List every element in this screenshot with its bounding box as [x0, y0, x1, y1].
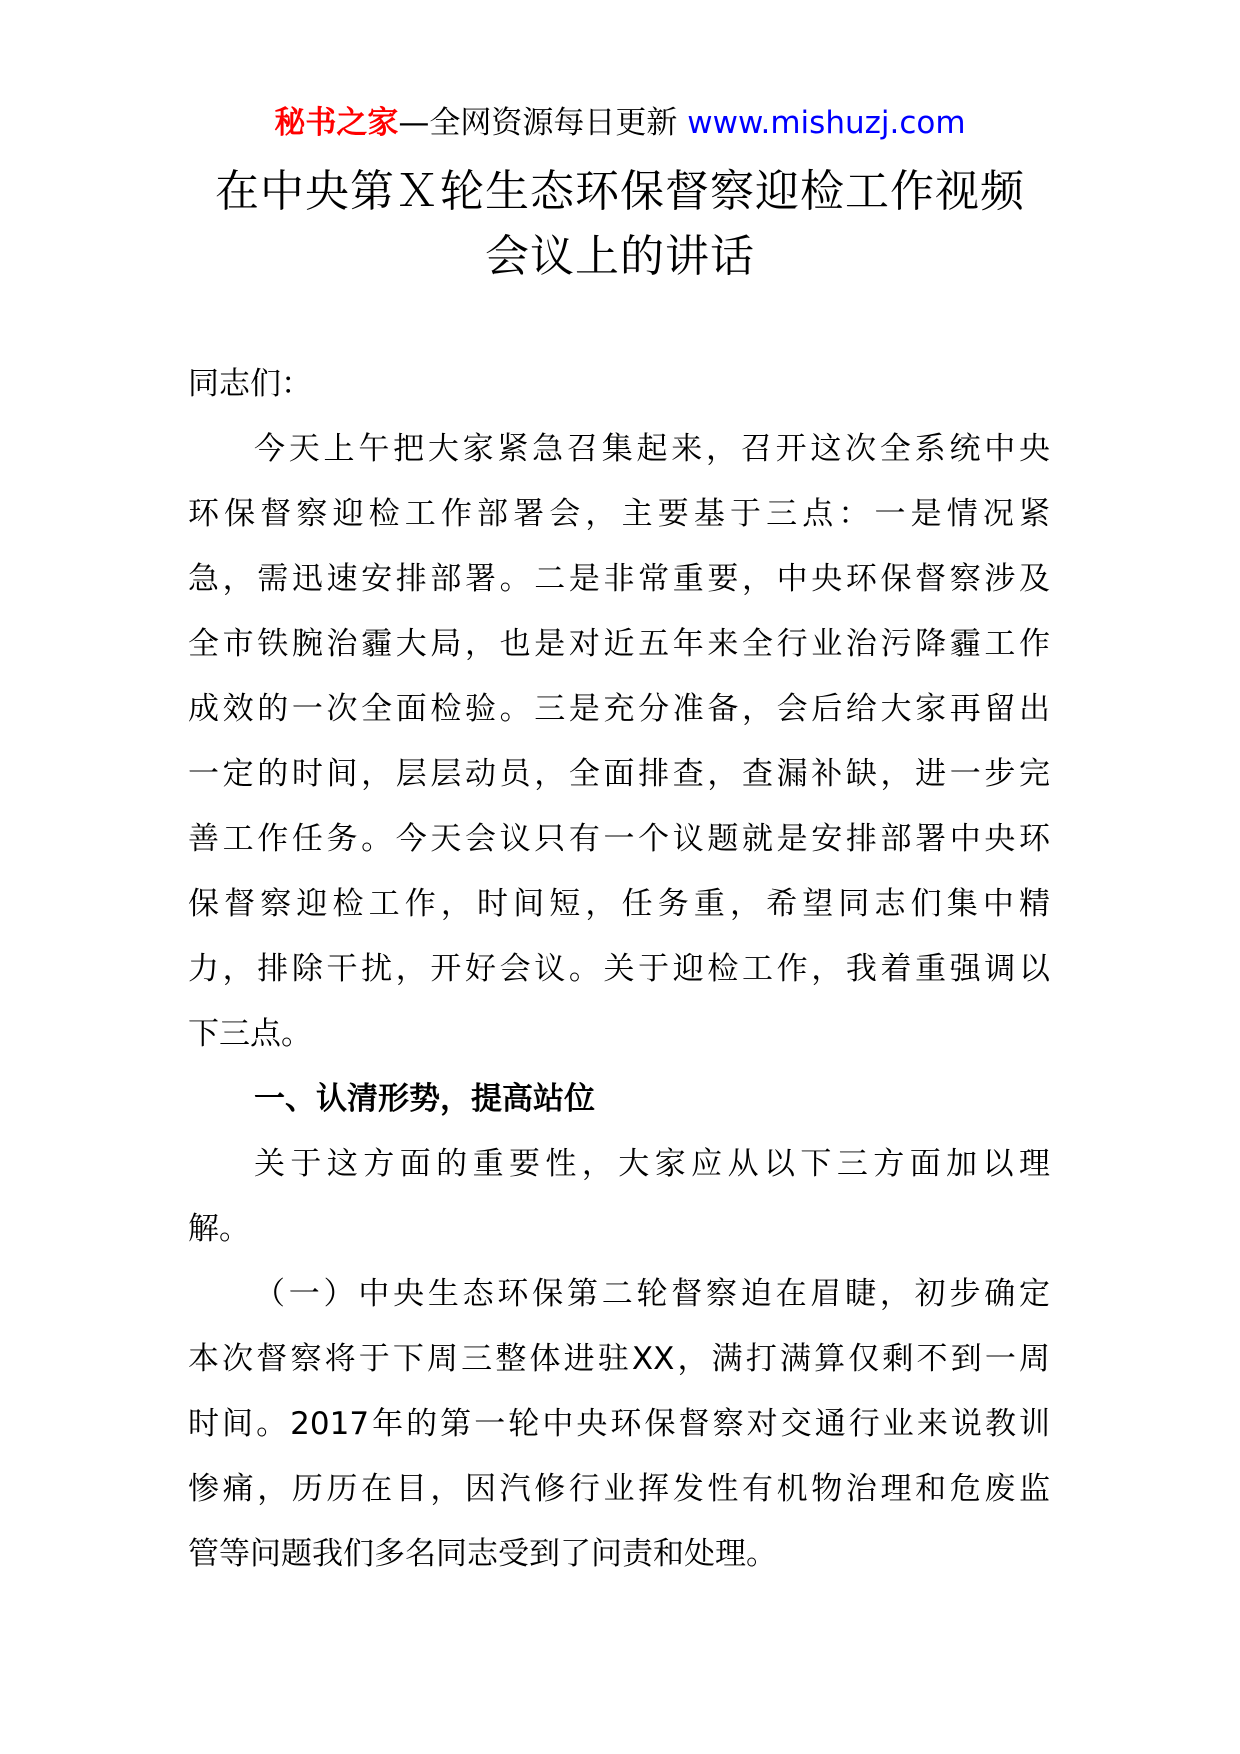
watermark-header — [0, 100, 1240, 146]
paragraph-line: 解。 — [188, 1211, 250, 1247]
salutation: 同志们： — [188, 366, 312, 402]
paragraph-line: 环保督察迎检工作部署会，主要基于三点：一是情况紧 — [188, 496, 1050, 532]
paragraph-line: 力，排除干扰，开好会议。关于迎检工作，我着重强调以 — [188, 951, 1050, 987]
paragraph-line: 善工作任务。今天会议只有一个议题就是安排部署中央环 — [188, 821, 1050, 857]
paragraph-line: （一）中央生态环保第二轮督察迫在眉睫，初步确定 — [254, 1276, 1050, 1312]
paragraph-line: 全市铁腕治霾大局，也是对近五年来全行业治污降霾工作 — [188, 626, 1050, 662]
paragraph-line: 管等问题我们多名同志受到了问责和处理。 — [188, 1536, 777, 1572]
tagline: —全网资源每日更新 — [398, 105, 678, 141]
paragraph-line: 本次督察将于下周三整体进驻XX，满打满算仅剩不到一周 — [188, 1341, 1050, 1377]
paragraph-line: 关于这方面的重要性，大家应从以下三方面加以理 — [254, 1146, 1050, 1182]
paragraph-line: 一定的时间，层层动员，全面排查，查漏补缺，进一步完 — [188, 756, 1050, 792]
paragraph-line: 成效的一次全面检验。三是充分准备，会后给大家再留出 — [188, 691, 1050, 727]
site-url[interactable]: www.mishuzj.com — [687, 105, 966, 141]
paragraph-line: 急，需迅速安排部署。二是非常重要，中央环保督察涉及 — [188, 561, 1050, 597]
doc-title-line-2: 会议上的讲话 — [485, 231, 755, 282]
paragraph-line: 时间。2017年的第一轮中央环保督察对交通行业来说教训 — [188, 1406, 1050, 1442]
paragraph-line: 今天上午把大家紧急召集起来，召开这次全系统中央 — [254, 431, 1050, 467]
paragraph-line: 保督察迎检工作，时间短，任务重，希望同志们集中精 — [188, 886, 1050, 922]
doc-title-line-1: 在中央第Ｘ轮生态环保督察迎检工作视频 — [215, 166, 1025, 217]
paragraph-line: 下三点。 — [188, 1016, 312, 1052]
doc-body — [188, 352, 1050, 1587]
paragraph-line: 惨痛，历历在目，因汽修行业挥发性有机物治理和危废监 — [188, 1471, 1050, 1507]
section-heading: 一、认清形势，提高站位 — [254, 1081, 595, 1117]
brand-name: 秘书之家 — [274, 105, 399, 141]
